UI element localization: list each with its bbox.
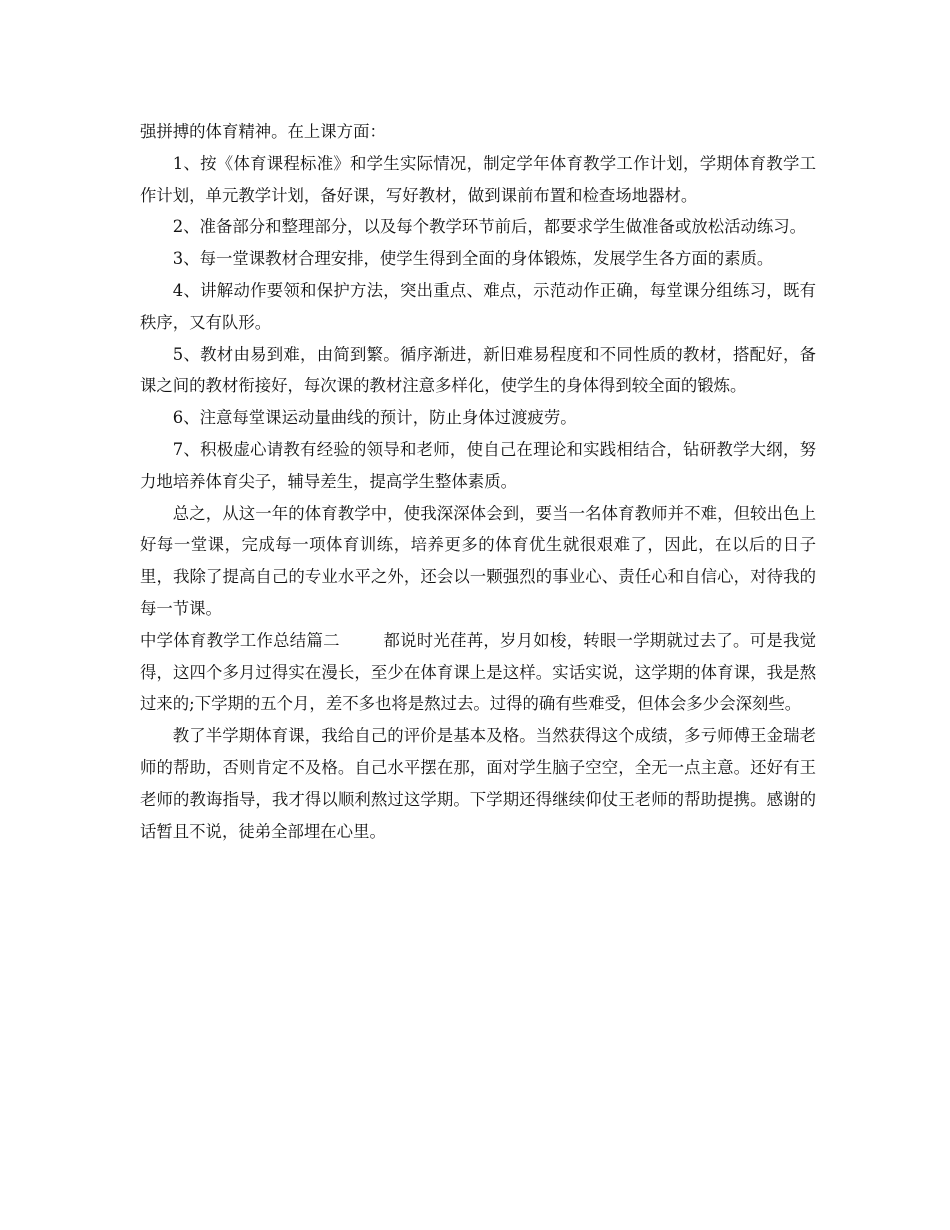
paragraph-item-5: 5、教材由易到难，由简到繁。循序渐进，新旧难易程度和不同性质的教材，搭配好，备课之间的教材衔接好，每次课的教材注意多样化，使学生的身体得到较全面的锻炼。 [140, 344, 816, 396]
paragraph-item-3: 3、每一堂课教材合理安排，使学生得到全面的身体锻炼，发展学生各方面的素质。 [172, 249, 774, 269]
paragraph-summary: 总之，从这一年的体育教学中，使我深深体会到，要当一名体育教师并不难，但较出色上好每一堂课，完成每一项体育训练，培养更多的体育优生就很艰难了，因此，在以后的日子里，我除了提高自己的专业水平之外，还会以一颗强烈的事业心、责任心和自信心，对待我的每一节课。 [140, 503, 816, 618]
section-title: 中学体育教学工作总结篇二 [140, 630, 340, 650]
paragraph-continuation: 强拼搏的体育精神。在上课方面： [140, 122, 386, 141]
paragraph-item-7: 7、积极虚心请教有经验的领导和老师，使自己在理论和实践相结合，钻研教学大纲，努力地培养体育尖子，辅导差生，提高学生整体素质。 [140, 439, 816, 491]
paragraph-item-2: 2、准备部分和整理部分，以及每个教学环节前后，都要求学生做准备或放松活动练习。 [172, 217, 807, 237]
paragraph-item-1: 1、按《体育课程标准》和学生实际情况，制定学年体育教学工作计划，学期体育教学工作计划，单元教学计划，备好课，写好教材，做到课前布置和检查场地器材。 [140, 153, 816, 205]
section-paragraph [140, 625, 816, 720]
paragraph-item-4: 4、讲解动作要领和保护方法，突出重点、难点，示范动作正确，每堂课分组练习，既有秩序，又有队形。 [140, 280, 816, 332]
paragraph-item-6: 6、注意每堂课运动量曲线的预计，防止身体过渡疲劳。 [172, 408, 577, 428]
document-body [140, 116, 816, 847]
section-lead-text: 都说时光荏苒，岁月如梭，转眼一学期就过去了。可是我觉得，这四个多月过得实在漫长，至少在体育课上是这样。实话实说，这学期的体育课，我是熬过来的;下学期的五个月，差不多也将是熬过去。过得的确有些难受，但体会多少会深刻些。 [140, 630, 817, 714]
section-gap [340, 631, 384, 650]
paragraph-closing: 教了半学期体育课，我给自己的评价是基本及格。当然获得这个成绩，多亏师傅王金瑞老师的帮助，否则肯定不及格。自己水平摆在那，面对学生脑子空空，全无一点主意。还好有王老师的教诲指导，我才得以顺利熬过这学期。下学期还得继续仰仗王老师的帮助提携。感谢的话暂且不说，徒弟全部埋在心里。 [140, 726, 816, 841]
